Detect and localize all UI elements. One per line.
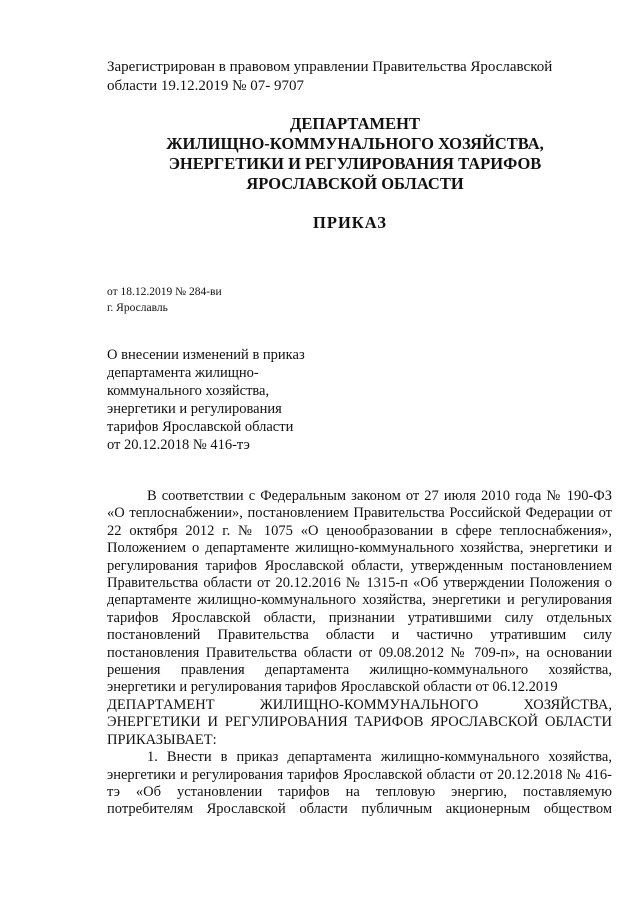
registration-note	[107, 58, 567, 96]
subject-line-5: тарифов Ярославской области	[107, 419, 294, 435]
department-line-2: ЖИЛИЩНО-КОММУНАЛЬНОГО ХОЗЯЙСТВА,	[166, 134, 544, 153]
document-type-title: ПРИКАЗ	[313, 213, 387, 232]
subject-line-1: О внесении изменений в приказ	[107, 347, 305, 363]
preamble-paragraph: В соответствии с Федеральным законом от 27 июля 2010 года № 190-ФЗ «О теплоснабжении», постановлением Правительства Российской Федерации от 22 октября 2012 г. № 1075 «О ценообразовании в сфере теплоснабжения», Положением о департаменте жилищно-коммунального хозяйства, энергетики и регулирования тарифов Ярославской области, утвержденным постановлением Правительства области от 20.12.2016 № 1315-п «Об утверждении Положения о департаменте жилищно-коммунального хозяйства, энергетики и регулирования тарифов Ярославской области, признании утратившими силу отдельных постановлений Правительства области и частично утратившим силу постановления Правительства области от 09.08.2012 № 709-п», на основании решения правления департамента жилищно-коммунального хозяйства, энергетики и регулирования тарифов Ярославской области от 06.12.2019	[107, 488, 612, 696]
department-line-1: ДЕПАРТАМЕНТ	[290, 114, 420, 133]
order-date-number: от 18.12.2019 № 284-ви	[107, 286, 222, 298]
subject-line-3: коммунального хозяйства,	[107, 383, 270, 399]
registration-line-1: Зарегистрирован в правовом управлении Правительства Ярославской	[107, 59, 553, 75]
subject-line-2: департамента жилищно-	[107, 365, 259, 381]
orders-paragraph: ДЕПАРТАМЕНТ ЖИЛИЩНО-КОММУНАЛЬНОГО ХОЗЯЙСТВА, ЭНЕРГЕТИКИ И РЕГУЛИРОВАНИЯ ТАРИФОВ ЯРОСЛАВСКОЙ ОБЛАСТИ ПРИКАЗЫВАЕТ:	[107, 696, 612, 748]
order-body	[107, 488, 612, 819]
subject-line-4: энергетики и регулирования	[107, 401, 282, 417]
registration-line-2: области 19.12.2019 № 07- 9707	[107, 78, 304, 94]
order-subject	[107, 346, 347, 454]
department-line-4: ЯРОСЛАВСКОЙ ОБЛАСТИ	[246, 174, 464, 193]
order-meta	[107, 284, 222, 316]
department-header	[0, 114, 640, 194]
subject-line-6: от 20.12.2018 № 416-тэ	[107, 437, 250, 453]
order-city: г. Ярославль	[107, 302, 168, 314]
item-1-paragraph: 1. Внести в приказ департамента жилищно-коммунального хозяйства, энергетики и регулирования тарифов Ярославской области от 20.12.2018 № 416-тэ «Об установлении тарифов на тепловую энергию, поставляемую потребителям Ярославской области публичным акционерным обществом	[107, 749, 612, 818]
department-line-3: ЭНЕРГЕТИКИ И РЕГУЛИРОВАНИЯ ТАРИФОВ	[168, 154, 542, 173]
